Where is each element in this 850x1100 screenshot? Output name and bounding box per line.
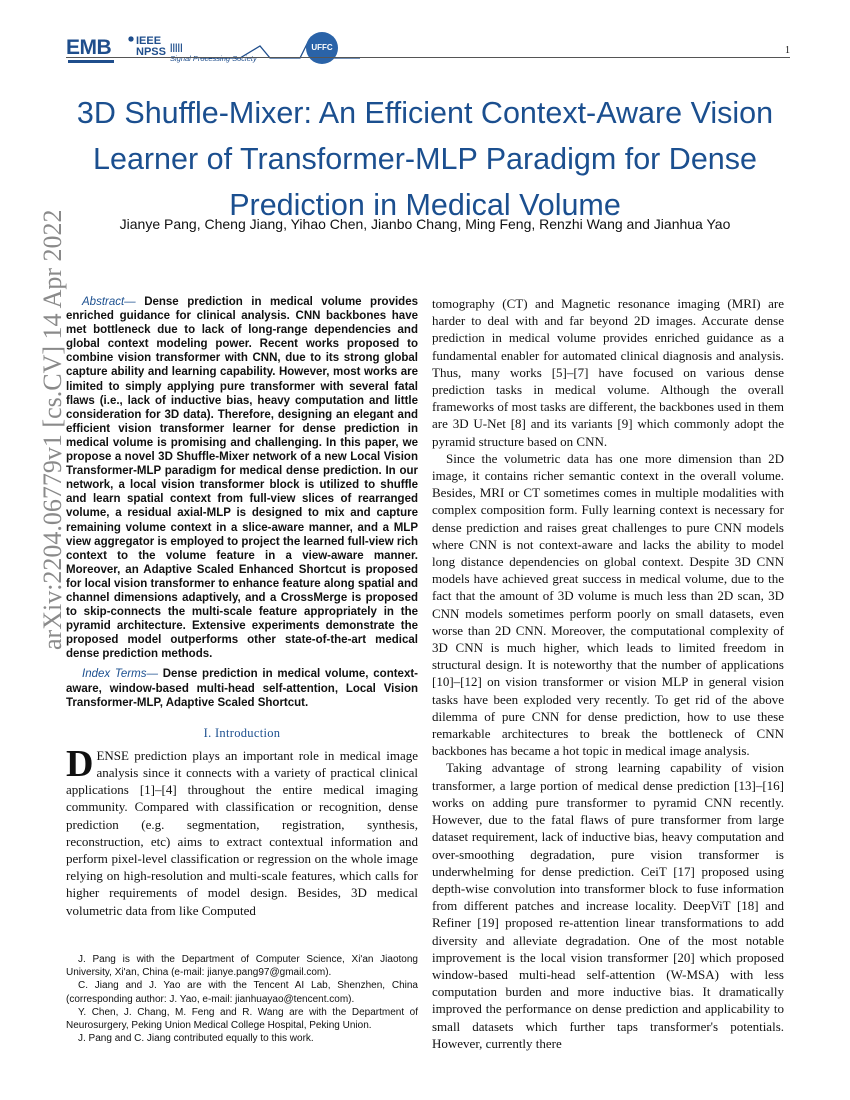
abstract-text: Dense prediction in medical volume provides enriched guidance for clinical analysis. CNN backbones have met bottleneck due to lack of long-range dependencies and global context modeling power. Recent works proposed to combine vision transformer with CNN, due to its strong global capture ability and learning capability. However, most works are limited to simply applying pure transformer with several fatal flaws (i.e., lack of inductive bias, heavy computation and little consideration for 3D data). Therefore, designing an elegant and efficient vision transformer learner for dense prediction in medical volume is promising and challenging. In this paper, we propose a novel 3D Shuffle-Mixer network of a new Local Vision Transformer-MLP paradigm for medical dense prediction. In our network, a local vision transformer block is utilized to shuffle and learn spatial context from full-view slices of rearranged volume, a residual axial-MLP is designed to mix and capture remaining volume context in a slice-aware manner, and a MLP view aggregator is employed to project the learned full-view rich context to the volume feature in a view-aware manner. Moreover, an Adaptive Scaled Enhanced Shortcut is proposed for local vision transformer to enhance feature along spatial and channel dimensions adaptively, and a CrossMerge is proposed to skip-connects the multi-scale feature appropriately in the pyramid architecture. Extensive experiments demonstrate the proposed model outperforms other state-of-the-art medical dense prediction methods. (66, 296, 418, 661)
left-column (66, 295, 418, 919)
author-list: Jianye Pang, Cheng Jiang, Yihao Chen, Jianbo Chang, Ming Feng, Renzhi Wang and Jianhua Yao (119, 216, 731, 232)
body-paragraph: tomography (CT) and Magnetic resonance imaging (MRI) are harder to deal with and far beyond 2D images. Accurate dense prediction in medical volume provides enriched guidance as a fundamental enabler for automated clinical diagnosis and analysis. Thus, many works [5]–[7] have focused on various dense prediction tasks in medical volume. Although the overall frameworks of most tasks are different, the backbones used in them are 3D U-Net [8] and its variants [9] which commonly adopt the pyramid structure based on CNN. (432, 296, 784, 449)
uffc-logo: UFFC (306, 32, 338, 64)
index-terms (66, 667, 418, 709)
footnote: J. Pang and C. Jiang contributed equally to this work. (78, 1033, 314, 1045)
emb-logo-underline (68, 60, 114, 63)
sps-logo-text: Signal Processing Society (170, 54, 257, 63)
header-rule (66, 57, 790, 58)
ieee-npss-logo (126, 34, 168, 68)
dropcap: D (66, 742, 94, 785)
page-number: 1 (785, 45, 790, 56)
header-logo-bar (66, 30, 356, 70)
index-terms-text: Dense prediction in medical volume, context-aware, window-based multi-head self-attention, Local Vision Transformer-MLP, Adaptive Scaled Shortcut. (66, 668, 419, 709)
body-paragraph: Taking advantage of strong learning capability of vision transformer, a large portion of medical dense prediction [13]–[16] works on adding pure transformer to pyramid CNN recently. However, due to the fatal flaws of pure transformer from large dataset requirement, lack of inductive bias, heavy computation and over-smoothing degradation, pure vision transformer is underwhelming for dense prediction. CeiT [17] proposed using depth-wise convolution into transformer block to fuse information from different patches and increase locality. DeepViT [18] and Refiner [19] proposed re-attention linear transformations to add diversity and alleviate degradation. One of the most notable improvement is the local vision transformer [20] which proposed window-based multi-head self-attention (W-MSA) with less computation burden and more inductive bias. It dramatically improved the performance on dense prediction and applicability to small datasets which further taps transformer's potentials. However, currently there (432, 760, 784, 1051)
footnotes (66, 953, 418, 1045)
intro-paragraph (66, 742, 418, 919)
sps-mark: ||||| (170, 42, 183, 52)
intro-paragraph-text: ENSE prediction plays an important role in medical image analysis since it connects with a variety of practical clinical applications [1]–[4] throughout the entire medical imaging community. Compared with classification or recognition, dense prediction (e.g. segmentation, registration, synthesis, reconstruction, etc) aims to extract contextual information and perform pixel-level classification or regression on the whole image relying on high-resolution and multi-scale features, which calls for higher requirements of model design. Besides, 3D medical volumetric data from like Computed (66, 747, 418, 918)
emb-logo: EMB (66, 36, 112, 59)
right-column (432, 295, 784, 1052)
footnote: Y. Chen, J. Chang, M. Feng and R. Wang are with the Department of Neurosurgery, Peking Union Medical College Hospital, Peking Union. (66, 1006, 418, 1032)
footnote: J. Pang is with the Department of Computer Science, Xi'an Jiaotong University, Xi'an, China (e-mail: jianye.pang97@gmail.com). (66, 954, 418, 979)
ieee-dots-icon (126, 34, 136, 44)
body-paragraph: Since the volumetric data has one more dimension than 2D image, it contains richer semantic context in the overall volume. Besides, MRI or CT sometimes comes in multiple modalities with complex composition form. Fully learning context is necessary for dense prediction and raises great challenges to pure CNN models where CNN is not context-aware and lacks the ability to model long distance dependencies on global context. Despite 3D CNN models have achieved great success in medical volume, due to the fact that the amount of 3D volume is much less than 2D scan, 3D CNN models sometimes perform poorly on small datasets, even worse than 2D CNN. Moreover, the computational complexity of 3D CNN is much higher, which leads to limited freedom in structural design. It is noteworthy that the number of applications [10]–[12] on vision transformer or vision MLP in general vision tasks have been exploded very recently. To get rid of the above dilemma of pure CNN for dense prediction, how to use these remarkable architectures to break the bottleneck of CNN backbones has became a hot topic in medical image analysis. (432, 450, 784, 759)
paper-title: 3D Shuffle-Mixer: An Efficient Context-Aware Vision Learner of Transformer-MLP Paradigm for Dense Prediction in Medical Volume (76, 96, 774, 222)
section-heading-introduction: I. Introduction (203, 725, 281, 740)
abstract (66, 295, 418, 661)
arxiv-stamp: arXiv:2204.06779v1 [cs.CV] 14 Apr 2022 (38, 209, 67, 650)
footnote: C. Jiang and J. Yao are with the Tencent AI Lab, Shenzhen, China (corresponding author: J. Yao, e-mail: jianhuayao@tencent.com). (66, 980, 418, 1005)
sps-logo (170, 40, 300, 66)
index-terms-label: Index Terms— (82, 668, 158, 681)
ieee-npss-text: IEEE NPSS (136, 35, 166, 58)
abstract-label: Abstract— (82, 296, 136, 308)
